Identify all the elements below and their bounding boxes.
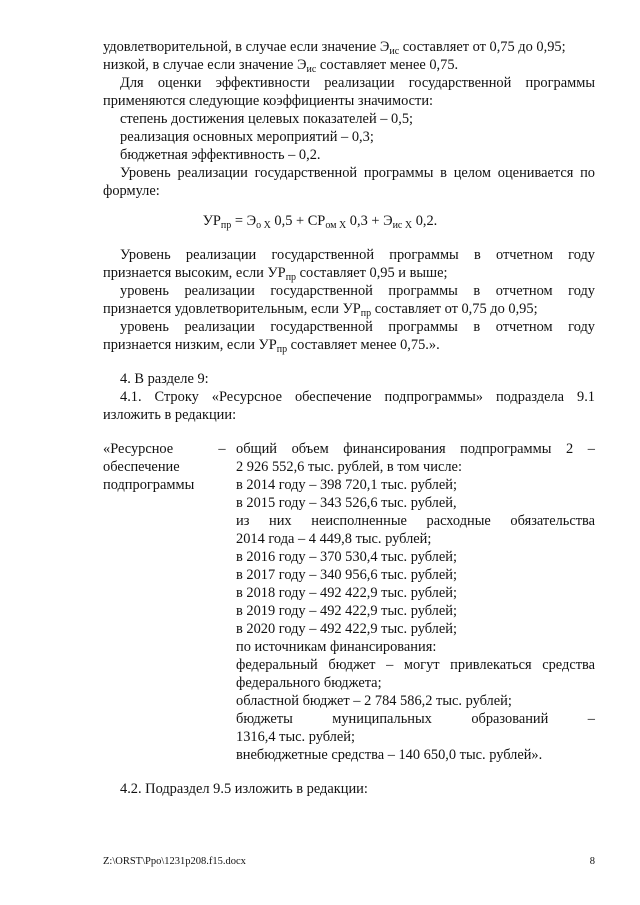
page-number: 8 (589, 856, 595, 867)
row-dash: – (218, 441, 226, 457)
resource-line: внебюджетные средства – 140 650,0 тыс. рублей». (236, 747, 543, 763)
paragraph-line: Уровень реализации государственной программы в целом оценивается по (120, 165, 595, 181)
resource-line: в 2016 году – 370 530,4 тыс. рублей; (236, 549, 457, 565)
resource-line: федеральный бюджет – могут привлекаться средства (236, 657, 595, 673)
paragraph-line: Для оценки эффективности реализации государственной программы (120, 75, 595, 91)
resource-line: из них неисполненные расходные обязательства (236, 513, 595, 529)
text-line: удовлетворительной, в случае если значение $Э_{ис}$ составляет от 0,75 до 0,95; (103, 39, 566, 57)
resource-label: обеспечение (103, 459, 180, 475)
text-line: признается удовлетворительным, если $УР_{пр}$ составляет от 0,75 до 0,95; (103, 301, 538, 319)
resource-line: 1316,4 тыс. рублей; (236, 729, 355, 745)
text-line: низкой, в случае если значение $Э_{ис}$ составляет менее 0,75. (103, 57, 459, 75)
resource-label: подпрограммы (103, 477, 195, 493)
list-item: степень достижения целевых показателей – 0,5; (120, 111, 414, 127)
list-item: реализация основных мероприятий – 0,3; (120, 129, 374, 145)
resource-line: по источникам финансирования: (236, 639, 437, 655)
resource-line: областной бюджет – 2 784 586,2 тыс. рублей; (236, 693, 512, 709)
section-heading: 4.2. Подраздел 9.5 изложить в редакции: (120, 781, 368, 797)
resource-label: «Ресурсное (103, 441, 174, 457)
resource-line: в 2017 году – 340 956,6 тыс. рублей; (236, 567, 457, 583)
resource-line: в 2018 году – 492 422,9 тыс. рублей; (236, 585, 457, 601)
resource-line: в 2019 году – 492 422,9 тыс. рублей; (236, 603, 457, 619)
resource-line: 2 926 552,6 тыс. рублей, в том числе: (236, 459, 462, 475)
section-heading: 4. В разделе 9: (120, 371, 209, 387)
text-line: изложить в редакции: (103, 407, 237, 423)
text-line: применяются следующие коэффициенты значимости: (103, 93, 434, 109)
text-line: признается высоким, если $УР_{пр}$ составляет 0,95 и выше; (103, 265, 448, 283)
text-line: признается низким, если $УР_{пр}$ составляет менее 0,75.». (103, 337, 440, 355)
footer-file-path: Z:\ORST\Ppo\1231p208.f15.docx (103, 856, 246, 867)
resource-line: общий объем финансирования подпрограммы 2 – (236, 441, 595, 457)
paragraph-line: Уровень реализации государственной программы в отчетном году (120, 247, 595, 263)
resource-line: в 2015 году – 343 526,6 тыс. рублей, (236, 495, 457, 511)
paragraph-line: уровень реализации государственной программы в отчетном году (120, 319, 595, 335)
text-line: формуле: (103, 183, 160, 199)
paragraph-line: уровень реализации государственной программы в отчетном году (120, 283, 595, 299)
resource-line: в 2020 году – 492 422,9 тыс. рублей; (236, 621, 457, 637)
resource-line: бюджеты муниципальных образований – (236, 711, 595, 727)
paragraph-line: 4.1. Строку «Ресурсное обеспечение подпрограммы» подраздела 9.1 (120, 389, 595, 405)
formula: $УР_{пр} = Э_{о Х}$ $0,5 + СР_{ом Х}$ $0,3 + Э_{ис Х}$ 0,2. (202, 213, 438, 231)
resource-line: в 2014 году – 398 720,1 тыс. рублей; (236, 477, 457, 493)
list-item: бюджетная эффективность – 0,2. (120, 147, 321, 163)
resource-line: 2014 года – 4 449,8 тыс. рублей; (236, 531, 432, 547)
resource-line: федерального бюджета; (236, 675, 382, 691)
